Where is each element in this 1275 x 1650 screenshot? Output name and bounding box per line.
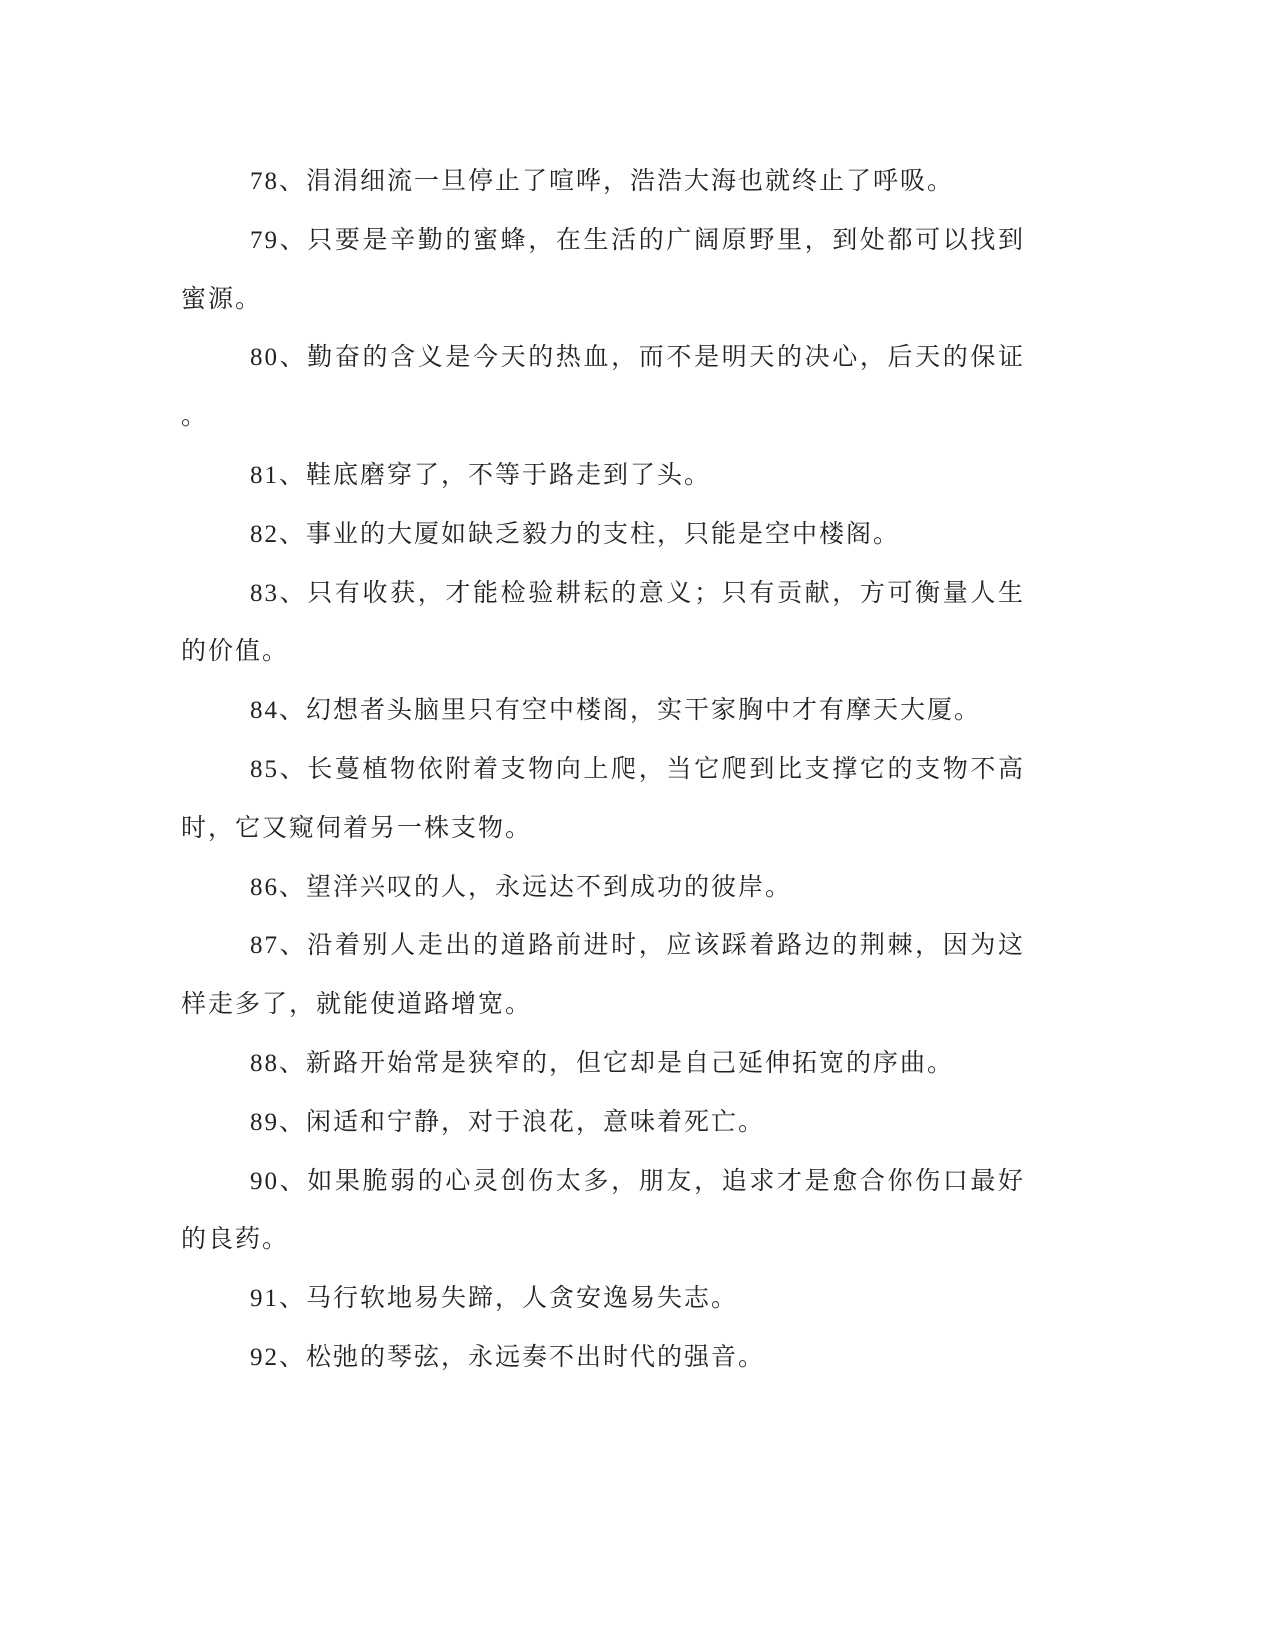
text-line: 91、马行软地易失蹄，人贪安逸易失志。	[250, 1285, 739, 1313]
paragraph	[181, 1338, 1025, 1397]
text-line: 82、事业的大厦如缺乏毅力的支柱，只能是空中楼阁。	[250, 520, 901, 548]
text-line: 81、鞋底磨穿了，不等于路走到了头。	[250, 461, 712, 489]
text-line: 83、只有收获，才能检验耕耘的意义；只有贡献，方可衡量人生	[250, 579, 1025, 607]
paragraph	[181, 926, 1025, 1044]
paragraph	[181, 338, 1025, 456]
paragraph	[181, 868, 1025, 927]
paragraph	[181, 750, 1025, 868]
paragraph	[181, 221, 1025, 339]
paragraph	[181, 691, 1025, 750]
paragraph	[181, 574, 1025, 692]
text-line: 84、幻想者头脑里只有空中楼阁，实干家胸中才有摩天大厦。	[250, 697, 982, 725]
paragraph	[181, 1044, 1025, 1103]
text-line: 80、勤奋的含义是今天的热血，而不是明天的决心，后天的保证	[250, 344, 1025, 372]
text-line: 样走多了，就能使道路增宽。	[181, 991, 533, 1019]
paragraph	[181, 1279, 1025, 1338]
text-line: 85、长蔓植物依附着支物向上爬，当它爬到比支撑它的支物不高	[250, 755, 1025, 783]
text-line: 的价值。	[181, 638, 290, 666]
paragraph	[181, 1103, 1025, 1162]
text-line: 79、只要是辛勤的蜜蜂，在生活的广阔原野里，到处都可以找到	[250, 226, 1025, 254]
document-body	[181, 162, 1025, 1397]
text-line: 。	[181, 403, 209, 431]
text-line: 89、闲适和宁静，对于浪花，意味着死亡。	[250, 1108, 766, 1136]
paragraph	[181, 456, 1025, 515]
text-line: 87、沿着别人走出的道路前进时，应该踩着路边的荆棘，因为这	[250, 932, 1025, 960]
paragraph	[181, 162, 1025, 221]
text-line: 90、如果脆弱的心灵创伤太多，朋友，追求才是愈合你伤口最好	[250, 1167, 1025, 1195]
text-line: 蜜源。	[181, 285, 263, 313]
text-line: 86、望洋兴叹的人，永远达不到成功的彼岸。	[250, 873, 793, 901]
text-line: 78、涓涓细流一旦停止了喧哗，浩浩大海也就终止了呼吸。	[250, 168, 955, 195]
paragraph	[181, 1162, 1025, 1280]
text-line: 时，它又窥伺着另一株支物。	[181, 814, 533, 842]
text-line: 92、松弛的琴弦，永远奏不出时代的强音。	[250, 1343, 766, 1371]
text-line: 88、新路开始常是狭窄的，但它却是自己延伸拓宽的序曲。	[250, 1049, 955, 1077]
text-line: 的良药。	[181, 1226, 290, 1254]
paragraph	[181, 515, 1025, 574]
